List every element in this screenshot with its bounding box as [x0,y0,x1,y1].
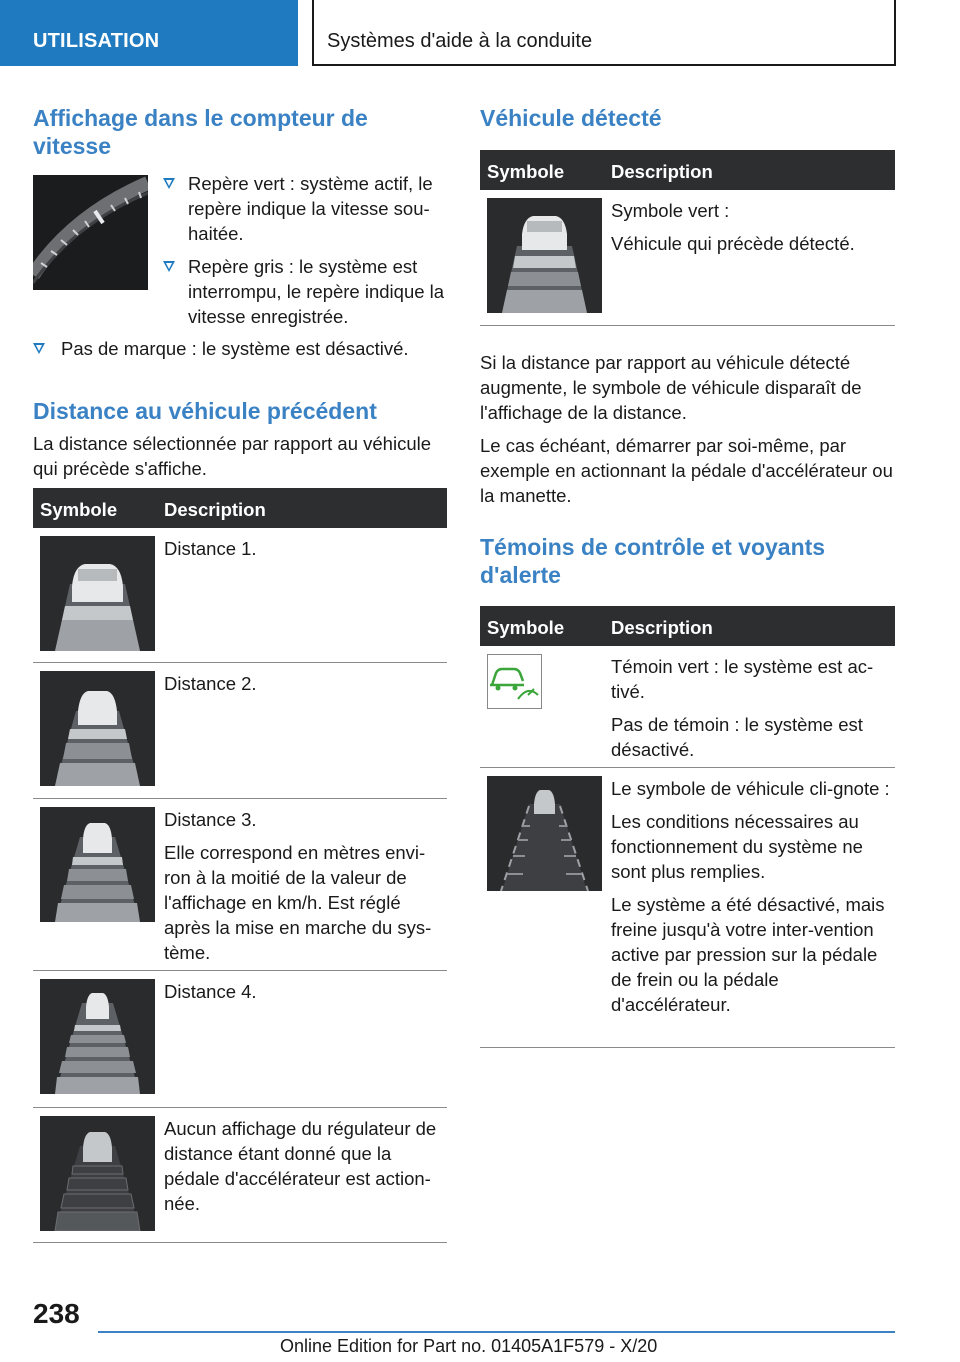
speedo-heading: Affichage dans le compteur de vitesse [33,105,368,159]
distance-heading: Distance au véhicule précédent [33,398,377,424]
warnings-heading: Témoins de contrôle et voyants d'alerte [480,534,826,588]
table-row [33,1108,447,1243]
section-title: UTILISATION [33,30,160,52]
table-row [33,799,447,971]
distance-3-icon [40,807,155,922]
row-description: Distance 4. [164,981,257,1002]
bullet-item: Repère gris : le système est interrompu, le repère indique la vitesse enregistrée. [163,254,448,329]
distance-intro: La distance sélectionnée par rapport au véhicule qui précède s'affiche. [33,433,432,479]
detected-paragraph-2: Le cas échéant, démarrer par soi-même, par exemple en actionnant la pédale d'accélérateur ou la manette. [480,435,893,506]
description-column-header: Description [611,161,713,182]
distance-1-icon [40,536,155,651]
table-header [480,150,895,190]
footer-rule [98,1331,895,1333]
detected-heading: Véhicule détecté [480,105,662,131]
table-header [33,488,447,528]
speedometer-image [33,175,148,290]
table-row [480,768,895,1048]
table-row [33,971,447,1108]
row-description: Le symbole de véhicule cli-gnote : Les conditions nécessaires au fonctionnement du système ne sont plus remplies. Le système a été désactivé, mais freine jusqu'à votre inter-vention active par pression sur la pédale de frein ou la pédale d'accélérateur. [611,778,890,1015]
warnings-table [480,606,895,1048]
cruise-active-indicator-icon [487,654,542,709]
row-description: Aucun affichage du régulateur de distance étant donné que la pédale d'accélérateur est action-née. [164,1118,437,1214]
no-display-icon [40,1116,155,1231]
table-row [33,528,447,663]
row-description: Symbole vert : Véhicule qui précède détecté. [611,200,855,254]
table-row [480,190,895,326]
bullet-item: Pas de marque : le système est désactivé. [33,336,447,361]
triangle-bullet-icon [163,178,175,189]
detected-table [480,150,895,326]
vehicle-detected-icon [487,198,602,313]
table-header [480,606,895,646]
row-description: Témoin vert : le système est ac-tivé. Pas de témoin : le système est désactivé. [611,656,874,760]
chapter-title: Systèmes d'aide à la conduite [327,30,593,52]
row-description: Distance 2. [164,673,257,694]
chapter-tab [312,0,896,66]
symbol-column-header: Symbole [487,161,565,182]
bullet-item: Repère vert : système actif, le repère indique la vitesse sou-haitée. [163,171,448,246]
detected-paragraph-1: Si la distance par rapport au véhicule détecté augmente, le symbole de véhicule disparaît de l'affichage de la distance. [480,352,862,423]
row-description: Distance 3. Elle correspond en mètres envi-ron à la moitié de la valeur de l'affichage en km/h. Est réglé après la mise en marche du sys-tème. [164,809,432,963]
vehicle-flashing-icon [487,776,602,891]
triangle-bullet-icon [33,343,45,354]
edition-text: Online Edition for Part no. 01405A1F579 - X/20 [280,1336,658,1356]
distance-2-icon [40,671,155,786]
section-tab [0,0,298,66]
table-row [33,663,447,799]
symbol-column-header: Symbole [40,499,118,520]
symbol-column-header: Symbole [487,617,565,638]
table-row [480,646,895,768]
description-column-header: Description [611,617,713,638]
page-number: 238 [33,1298,80,1329]
distance-table [33,488,447,1243]
row-description: Distance 1. [164,538,257,559]
description-column-header: Description [164,499,266,520]
triangle-bullet-icon [163,261,175,272]
distance-4-icon [40,979,155,1094]
